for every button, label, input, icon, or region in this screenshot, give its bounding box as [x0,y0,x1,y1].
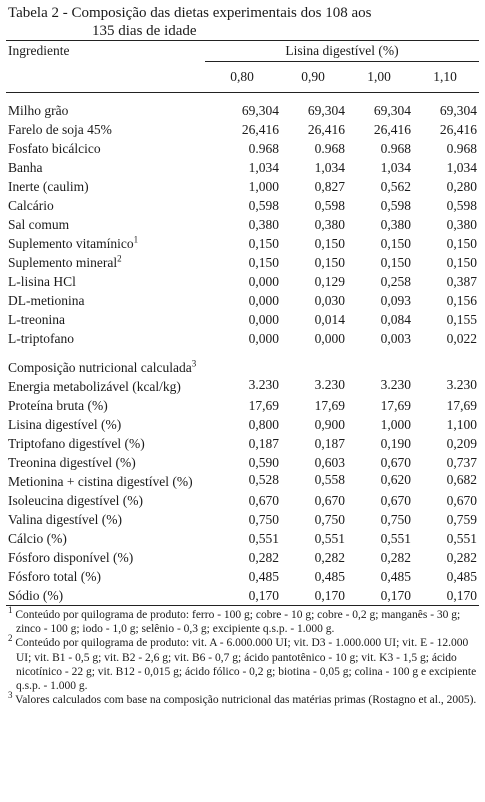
table-row [6,529,479,548]
value-cell: 0,000 [248,311,279,327]
value-cell: 0.968 [380,140,411,156]
value-cell: 3.230 [248,377,279,392]
value-cell: 0,003 [380,330,411,346]
value-cell: 0,170 [446,587,477,603]
table-row [6,139,479,158]
value-cell: 0,551 [446,530,477,546]
value-cell: 0.968 [314,140,345,156]
value-cell: 0,682 [446,472,477,487]
value-cell: 0,380 [446,216,477,232]
value-cell: 0,190 [380,435,411,451]
table-row [6,253,479,272]
value-cell: 0,150 [314,254,345,270]
row-label: Sal comum [8,216,70,232]
value-cell: 0,150 [248,254,279,270]
value-cell: 0,620 [380,472,411,487]
row-label: Fósforo disponível (%) [8,549,134,565]
value-cell: 69,304 [241,102,279,118]
value-cell: 1,034 [248,159,279,175]
value-cell: 69,304 [373,102,411,118]
table-row [6,101,479,120]
row-label: Lisina digestível (%) [8,416,122,432]
row-label: Suplemento mineral$^2$ [8,253,122,270]
value-cell: 1,034 [446,159,477,175]
value-cell: 0,282 [314,549,345,565]
value-cell: 26,416 [439,121,477,137]
value-cell: 1,100 [446,416,477,432]
value-cell: 0,670 [446,492,477,508]
value-cell: 0,000 [248,273,279,289]
table-row [6,158,479,177]
value-cell: 0.968 [446,140,477,156]
value-cell: 0,150 [248,235,279,251]
row-label: Cálcio (%) [8,530,67,546]
table-row [6,234,479,253]
row-label: Inerte (caulim) [8,178,89,194]
row-label: Sódio (%) [8,587,64,603]
value-cell: 0,150 [380,235,411,251]
table-row [6,510,479,529]
table-bottom-rule [6,605,479,606]
value-cell: 0,258 [380,273,411,289]
row-label: Suplemento vitamínico$^1$ [8,234,139,251]
table-row [6,196,479,215]
value-cell: 0,150 [380,254,411,270]
table-row [6,291,479,310]
value-cell: 0,187 [314,435,345,451]
value-cell: 17,69 [248,397,279,413]
value-cell: 0,380 [314,216,345,232]
level-header: 1,00 [347,62,413,93]
value-cell: 0,282 [446,549,477,565]
table-row [6,215,479,234]
table-row [6,396,479,415]
value-cell: 0,551 [314,530,345,546]
value-cell: 0,528 [248,472,279,487]
value-cell: 0,750 [248,511,279,527]
value-cell: 0,129 [314,273,345,289]
row-label: L-treonina [8,311,65,327]
table-row [6,434,479,453]
table-row [6,177,479,196]
row-label: Farelo de soja 45% [8,121,112,137]
value-cell: 0,485 [314,568,345,584]
value-cell: 0,562 [380,178,411,194]
value-cell: 0,170 [314,587,345,603]
value-cell: 0,670 [314,492,345,508]
caption-line-1: Tabela 2 - Composição das dietas experimentais dos 108 aos [8,5,372,21]
value-cell: 0,759 [446,511,477,527]
value-cell: 0.968 [248,140,279,156]
value-cell: 17,69 [380,397,411,413]
value-cell: 0,603 [314,454,345,470]
value-cell: 0,170 [248,587,279,603]
footnote: $^2$ Conteúdo por quilograma de produto: vit. A - 6.000.000 UI; vit. D3 - 1.000.000 UI; vit. E - 12.000 UI; vit. B1 - 0,5 g; vit. B2 - 2,6 g; vit. B6 - 0,7 g; ácido pantotênico - 10 g; vit. K3 - 1,5 g; ácido nicotínico - 22 g; vit. B12 - 0,015 g; ácido fólico - 0,2 g; biotina - 0,05 g; colina - 100 g e excipiente q.s.p. - 1.000 g. [8,633,477,693]
value-cell: 0,590 [248,454,279,470]
value-cell: 0,485 [446,568,477,584]
table-row [6,548,479,567]
value-cell: 0,380 [248,216,279,232]
table-row [6,272,479,291]
value-cell: 0,150 [446,254,477,270]
value-cell: 0,156 [446,292,477,308]
value-cell: 0,598 [380,197,411,213]
value-cell: 17,69 [314,397,345,413]
row-label: L-lisina HCl [8,273,76,289]
value-cell: 0,670 [248,492,279,508]
value-cell: 0,022 [446,330,477,346]
value-cell: 0,155 [446,311,477,327]
value-cell: 69,304 [307,102,345,118]
level-header: 1,10 [413,62,479,93]
table-row [6,120,479,139]
value-cell: 1,034 [380,159,411,175]
value-cell: 3.230 [314,377,345,392]
value-cell: 0,737 [446,454,477,470]
table-row [6,567,479,586]
table-row [6,586,479,605]
value-cell: 0,282 [380,549,411,565]
row-label: DL-metionina [8,292,85,308]
value-cell: 3.230 [380,377,411,392]
table-row [6,491,479,510]
footnote: $^1$ Conteúdo por quilograma de produto: ferro - 100 g; cobre - 10 g; cobre - 0,2 g; manganês - 30 g; zinco - 100 g; iodo - 1,0 g; selênio - 0,3 g; excipiente q.s.p. - 1.000 g. [8,605,461,636]
value-cell: 0,485 [248,568,279,584]
row-label: Fosfato bicálcico [8,140,101,156]
ingredient-column-header: Ingrediente [8,43,70,59]
table-row [6,329,479,348]
value-cell: 0,000 [248,292,279,308]
section-header-row [6,356,479,377]
value-cell: 0,387 [446,273,477,289]
caption-line-2: 135 dias de idade [92,23,197,39]
row-label: Banha [8,159,43,175]
lisina-group-header: Lisina digestível (%) [285,43,399,58]
row-label: Treonina digestível (%) [8,454,136,470]
diet-composition-table [6,41,479,92]
row-label: Metionina + cistina digestível (%) [8,474,193,489]
value-cell: 0,900 [314,416,345,432]
value-cell: 0,282 [248,549,279,565]
value-cell: 0,093 [380,292,411,308]
value-cell: 17,69 [446,397,477,413]
value-cell: 3.230 [446,377,477,392]
value-cell: 0,750 [314,511,345,527]
value-cell: 1,034 [314,159,345,175]
value-cell: 0,827 [314,178,345,194]
value-cell: 0,670 [380,454,411,470]
diet-data-table [6,93,479,605]
value-cell: 0,485 [380,568,411,584]
value-cell: 26,416 [373,121,411,137]
table-caption [6,4,479,40]
value-cell: 0,000 [248,330,279,346]
value-cell: 0,670 [380,492,411,508]
value-cell: 0,558 [314,472,345,487]
value-cell: 0,014 [314,311,345,327]
value-cell: 26,416 [241,121,279,137]
footnotes [6,605,479,707]
value-cell: 26,416 [307,121,345,137]
value-cell: 0,598 [446,197,477,213]
table-row [6,472,479,491]
row-label: Fósforo total (%) [8,568,101,584]
value-cell: 0,209 [446,435,477,451]
row-label: Milho grão [8,102,69,118]
value-cell: 0,750 [380,511,411,527]
value-cell: 0,150 [446,235,477,251]
table-row [6,310,479,329]
nutrition-section-label: Composição nutricional calculada$^3$ [8,358,197,375]
value-cell: 0,030 [314,292,345,308]
table-row [6,453,479,472]
table-row [6,415,479,434]
value-cell: 0,000 [314,330,345,346]
table-row [6,377,479,396]
row-label: Energia metabolizável (kcal/kg) [8,379,181,394]
value-cell: 1,000 [380,416,411,432]
value-cell: 0,170 [380,587,411,603]
value-cell: 0,598 [248,197,279,213]
value-cell: 0,551 [248,530,279,546]
row-label: L-triptofano [8,330,74,346]
level-header: 0,90 [281,62,347,93]
value-cell: 0,800 [248,416,279,432]
row-label: Valina digestível (%) [8,511,122,527]
value-cell: 1,000 [248,178,279,194]
row-label: Isoleucina digestível (%) [8,492,143,508]
row-label: Proteína bruta (%) [8,397,108,413]
row-label: Calcário [8,197,54,213]
value-cell: 69,304 [439,102,477,118]
footnote: $^3$ Valores calculados com base na composição nutricional das matérias primas (Rostagno et al., 2005). [8,690,477,707]
value-cell: 0,380 [380,216,411,232]
value-cell: 0,598 [314,197,345,213]
value-cell: 0,551 [380,530,411,546]
value-cell: 0,280 [446,178,477,194]
level-header: 0,80 [205,62,281,93]
value-cell: 0,187 [248,435,279,451]
row-label: Triptofano digestível (%) [8,435,145,451]
value-cell: 0,084 [380,311,411,327]
value-cell: 0,150 [314,235,345,251]
